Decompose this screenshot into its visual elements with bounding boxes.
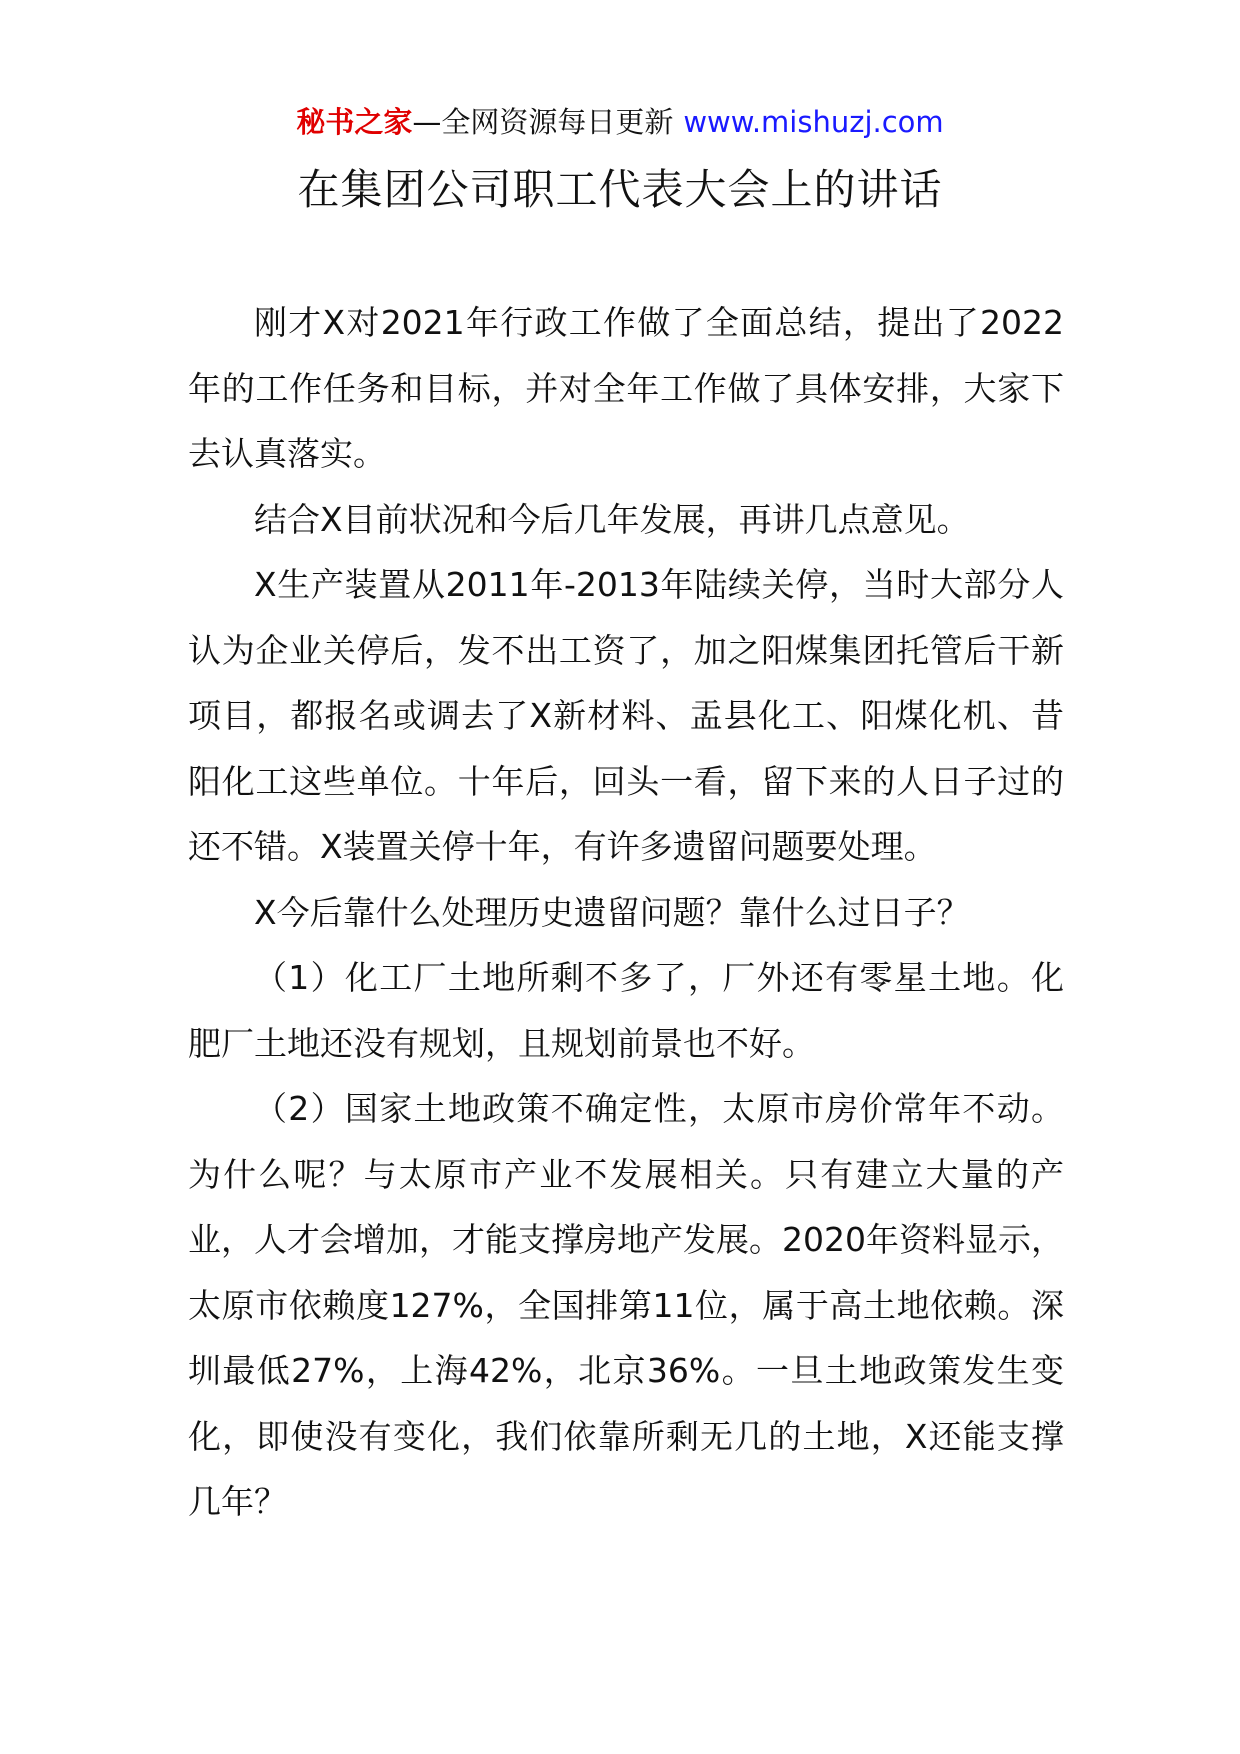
paragraph: 刚才X对2021年行政工作做了全面总结，提出了2022年的工作任务和目标，并对全年工作做了具体安排，大家下去认真落实。 <box>188 303 1064 473</box>
site-header <box>0 100 1240 144</box>
site-url-link[interactable]: www.mishuzj.com <box>683 105 944 139</box>
document-title: 在集团公司职工代表大会上的讲话 <box>297 165 943 214</box>
paragraph: （2）国家土地政策不确定性，太原市房价常年不动。为什么呢？与太原市产业不发展相关。只有建立大量的产业，人才会增加，才能支撑房地产发展。2020年资料显示，太原市依赖度127%，全国排第11位，属于高土地依赖。深圳最低27%，上海42%，北京36%。一旦土地政策发生变化，即使没有变化，我们依靠所剩无几的土地，X还能支撑几年？ <box>188 1089 1064 1521</box>
header-slogan: —全网资源每日更新 <box>412 105 674 139</box>
paragraph: X今后靠什么处理历史遗留问题？靠什么过日子？ <box>254 892 970 932</box>
paragraph: X生产装置从2011年-2013年陆续关停，当时大部分人认为企业关停后，发不出工资了，加之阳煤集团托管后干新项目，都报名或调去了X新材料、盂县化工、阳煤化机、昔阳化工这些单位。十年后，回头一看，留下来的人日子过的还不错。X装置关停十年，有许多遗留问题要处理。 <box>188 565 1064 866</box>
paragraph: 结合X目前状况和今后几年发展，再讲几点意见。 <box>254 499 970 539</box>
document-body <box>188 290 1064 1535</box>
brand-name: 秘书之家 <box>296 105 413 139</box>
paragraph: （1）化工厂土地所剩不多了，厂外还有零星土地。化肥厂土地还没有规划，且规划前景也不好。 <box>188 958 1064 1063</box>
